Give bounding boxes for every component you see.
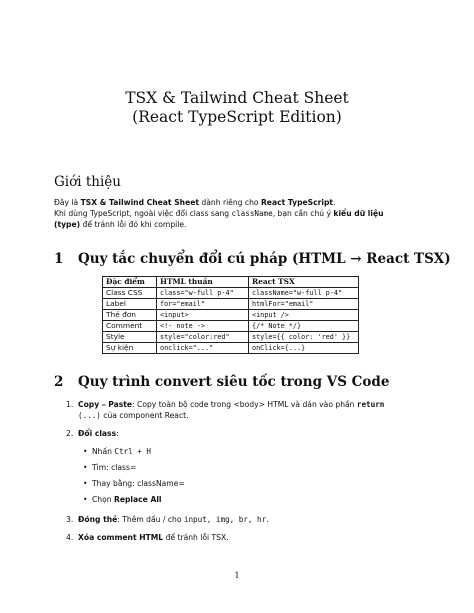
table-row <box>103 332 359 343</box>
table-cell: Class CSS <box>103 288 157 299</box>
table-cell: style="color:red" <box>157 332 249 343</box>
doc-title-line2: (React TypeScript Edition) <box>132 108 342 126</box>
bullet-item: • Thay bằng: className= <box>92 479 185 488</box>
section-2-heading: 2 Quy trình convert siêu tốc trong VS Code <box>54 374 390 390</box>
table-cell: Comment <box>103 321 157 332</box>
table-cell: style={{ color: 'red' }} <box>249 332 359 343</box>
table-cell: <input> <box>157 310 249 321</box>
step-4: 4. Xóa comment HTML để tránh lỗi TSX. <box>66 533 229 542</box>
bullet-item: • Chọn Replace All <box>92 495 162 504</box>
step-3: 3. Đóng thẻ: Thêm dấu / cho input, img, br, hr. <box>66 515 269 524</box>
table-row <box>103 343 359 354</box>
table-cell: <!- note -> <box>157 321 249 332</box>
bullet-item: • Tìm: class= <box>92 463 136 472</box>
table-cell: onclick="..." <box>157 343 249 354</box>
intro-paragraph-1: Đây là TSX & Tailwind Cheat Sheet dành riêng cho React TypeScript. <box>54 198 336 207</box>
table-cell: Sự kiện <box>103 343 157 354</box>
table-row <box>103 321 359 332</box>
step-1: 1. Copy – Paste: Copy toàn bộ code trong <body> HTML và dán vào phần return (...) của component React. <box>66 400 385 420</box>
table-header: HTML thuần <box>157 277 249 288</box>
doc-title-line1: TSX & Tailwind Cheat Sheet <box>125 89 349 107</box>
table-row <box>103 310 359 321</box>
table-header: Đặc điểm <box>103 277 157 288</box>
table-row <box>103 288 359 299</box>
table-cell: className="w-full p-4" <box>249 288 359 299</box>
table-cell: for="email" <box>157 299 249 310</box>
step-2: 2. Đổi class: <box>66 429 119 438</box>
table-cell: <input /> <box>249 310 359 321</box>
table-cell: onClick={...} <box>249 343 359 354</box>
table-cell: Label <box>103 299 157 310</box>
table-cell: Thẻ đơn <box>103 310 157 321</box>
table-row <box>103 299 359 310</box>
intro-paragraph-3: (type) để tránh lỗi đỏ khi compile. <box>54 220 187 229</box>
table-cell: htmlFor="email" <box>249 299 359 310</box>
intro-heading: Giới thiệu <box>54 174 121 190</box>
bullet-item: • Nhấn Ctrl + H <box>92 447 151 456</box>
intro-paragraph-2: Khi dùng TypeScript, ngoài việc đổi class sang className, bạn cần chú ý kiểu dữ liệu <box>54 209 384 218</box>
section-1-heading: 1 Quy tắc chuyển đổi cú pháp (HTML → React TSX) <box>54 251 451 267</box>
syntax-table <box>102 276 359 354</box>
table-cell: {/* Note */} <box>249 321 359 332</box>
table-header-row <box>103 277 359 288</box>
table-cell: Style <box>103 332 157 343</box>
table-header: React TSX <box>249 277 359 288</box>
table-cell: class="w-full p-4" <box>157 288 249 299</box>
page-number: 1 <box>234 571 240 580</box>
